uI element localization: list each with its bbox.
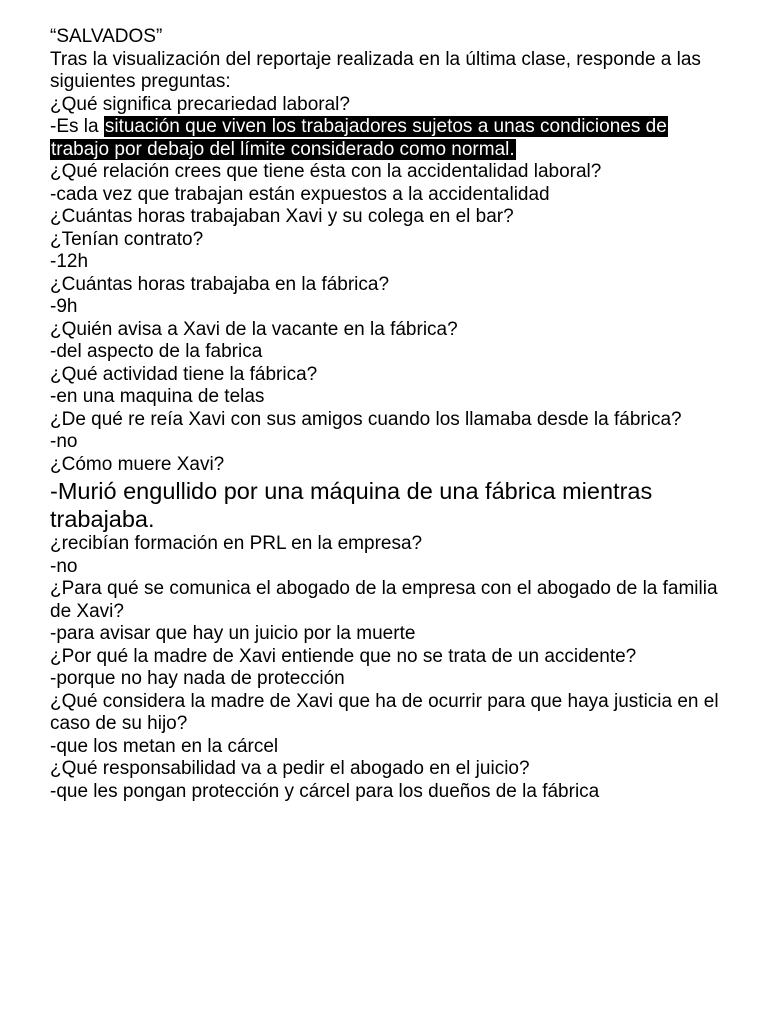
answer-9: -no <box>50 555 78 577</box>
answer-8: -Murió engullido por una máquina de una fábrica mientras trabajaba. <box>50 478 653 532</box>
question-11: ¿Por qué la madre de Xavi entiende que no se trata de un accidente? <box>50 645 637 667</box>
answer-1-prefix: -Es la <box>50 116 104 137</box>
question-2: ¿Qué relación crees que tiene ésta con la accidentalidad laboral? <box>50 161 602 182</box>
question-4: ¿Cuántas horas trabajaba en la fábrica? <box>50 273 390 295</box>
question-8: ¿Cómo muere Xavi? <box>50 453 225 475</box>
question-13: ¿Qué responsabilidad va a pedir el abogado en el juicio? <box>50 758 530 779</box>
answer-1-highlight: situación que viven los trabajadores sujetos a unas condiciones de trabajo por debajo del límite considerado como normal. <box>51 116 667 160</box>
answer-2: -cada vez que trabajan están expuestos a la accidentalidad <box>50 183 550 205</box>
answer-11: -porque no hay nada de protección <box>50 668 345 689</box>
answer-3: -12h <box>50 251 89 272</box>
question-10: ¿Para qué se comunica el abogado de la empresa con el abogado de la familia de Xavi? <box>50 578 718 622</box>
answer-1 <box>50 116 730 161</box>
question-3b: ¿Tenían contrato? <box>50 228 204 250</box>
question-5: ¿Quién avisa a Xavi de la vacante en la fábrica? <box>50 318 458 340</box>
question-9: ¿recibían formación en PRL en la empresa? <box>50 533 423 554</box>
intro-text: Tras la visualización del reportaje realizada en la última clase, responde a las siguientes preguntas: <box>50 48 701 92</box>
question-6: ¿Qué actividad tiene la fábrica? <box>50 363 318 385</box>
answer-6: -en una maquina de telas <box>50 386 265 407</box>
answer-5: -del aspecto de la fabrica <box>50 341 263 362</box>
answer-13: -que les pongan protección y cárcel para los dueños de la fábrica <box>50 780 600 802</box>
document-body <box>50 26 730 803</box>
answer-7: -no <box>50 431 78 452</box>
question-7: ¿De qué re reía Xavi con sus amigos cuando los llamaba desde la fábrica? <box>50 408 682 430</box>
answer-4: -9h <box>50 296 78 317</box>
question-3: ¿Cuántas horas trabajaban Xavi y su colega en el bar? <box>50 206 514 227</box>
document-title: “SALVADOS” <box>50 26 163 47</box>
question-12: ¿Qué considera la madre de Xavi que ha de ocurrir para que haya justicia en el caso de su hijo? <box>50 690 719 734</box>
answer-10: -para avisar que hay un juicio por la muerte <box>50 623 416 644</box>
question-1: ¿Qué significa precariedad laboral? <box>50 93 350 115</box>
answer-12: -que los metan en la cárcel <box>50 735 279 757</box>
